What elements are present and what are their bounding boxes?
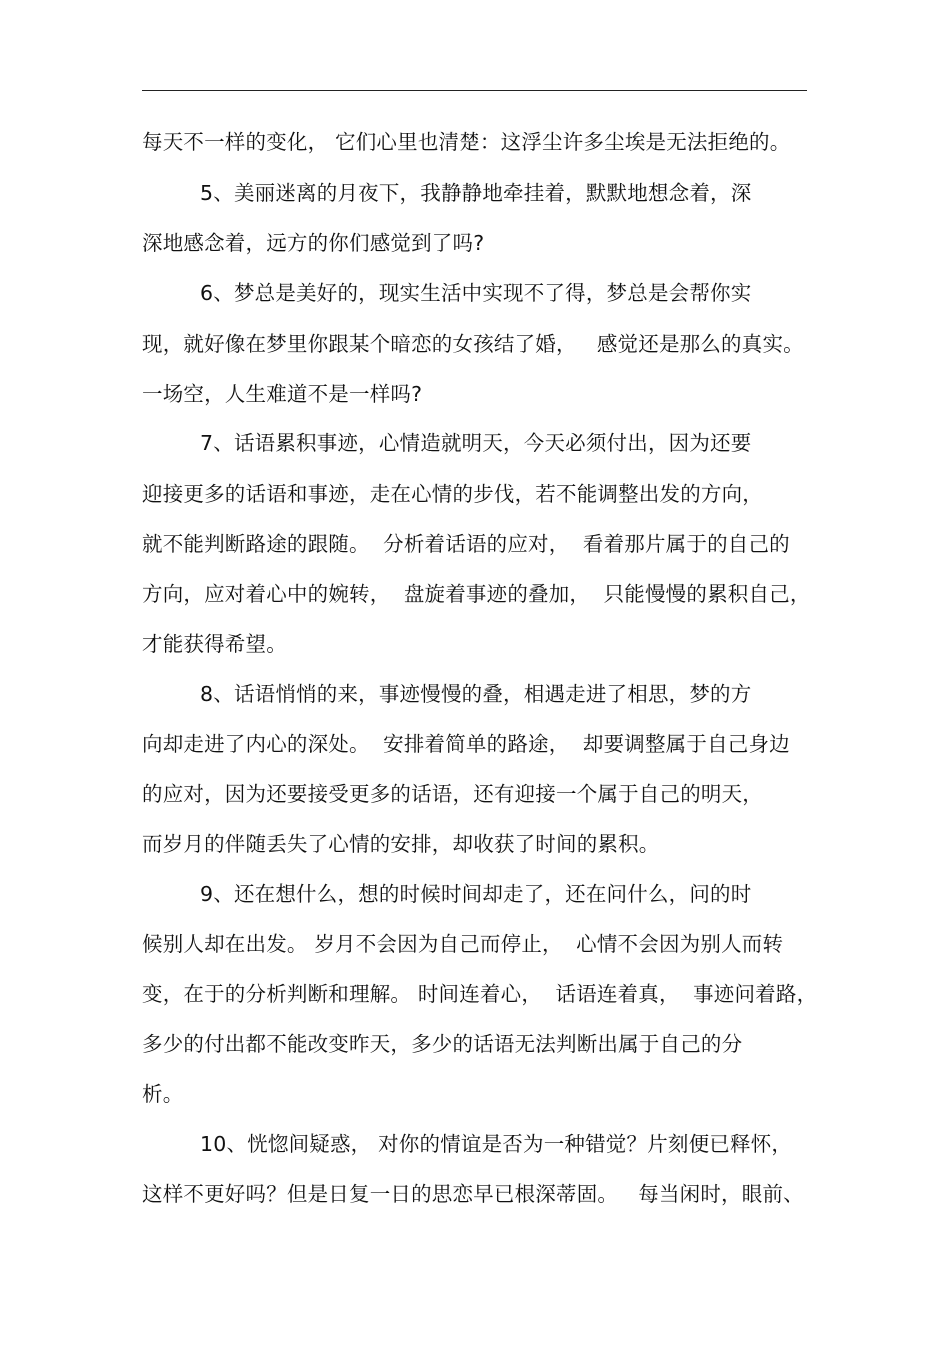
- text-line: 深地感念着，远方的你们感觉到了吗?: [142, 231, 485, 255]
- text-line: 的应对，因为还要接受更多的话语，还有迎接一个属于自己的明天，: [142, 782, 763, 806]
- text-line: 7、话语累积事迹，心情造就明天，今天必须付出，因为还要: [200, 431, 752, 455]
- text-line: 现，就好像在梦里你跟某个暗恋的女孩结了婚， 感觉还是那么的真实。: [142, 332, 804, 356]
- text-line: 每天不一样的变化， 它们心里也清楚：这浮尘许多尘埃是无法拒绝的。: [142, 130, 791, 154]
- text-line: 10、恍惚间疑惑， 对你的情谊是否为一种错觉？片刻便已释怀，: [200, 1132, 793, 1156]
- text-line: 一场空，人生难道不是一样吗?: [142, 382, 423, 406]
- text-line: 5、美丽迷离的月夜下，我静静地牵挂着，默默地想念着，深: [200, 181, 752, 205]
- text-line: 才能获得希望。: [142, 632, 287, 656]
- text-line: 这样不更好吗？但是日复一日的思恋早已根深蒂固。 每当闲时，眼前、: [142, 1182, 804, 1206]
- text-line: 方向，应对着心中的婉转， 盘旋着事迹的叠加， 只能慢慢的累积自己，: [142, 582, 811, 606]
- text-line: 向却走进了内心的深处。 安排着简单的路途， 却要调整属于自己身边: [142, 732, 790, 756]
- text-line: 而岁月的伴随丢失了心情的安排，却收获了时间的累积。: [142, 832, 660, 856]
- text-line: 8、话语悄悄的来，事迹慢慢的叠，相遇走进了相思，梦的方: [200, 682, 752, 706]
- text-line: 候别人却在出发。 岁月不会因为自己而停止， 心情不会因为别人而转: [142, 932, 784, 956]
- text-line: 6、梦总是美好的，现实生活中实现不了得，梦总是会帮你实: [200, 281, 752, 305]
- text-line: 9、还在想什么，想的时候时间却走了，还在问什么，问的时: [200, 882, 752, 906]
- text-line: 变，在于的分析判断和理解。 时间连着心， 话语连着真， 事迹问着路，: [142, 982, 818, 1006]
- text-line: 迎接更多的话语和事迹，走在心情的步伐，若不能调整出发的方向，: [142, 482, 763, 506]
- text-line: 多少的付出都不能改变昨天，多少的话语无法判断出属于自己的分: [142, 1032, 743, 1056]
- header-divider: [142, 90, 807, 91]
- text-line: 就不能判断路途的跟随。 分析着话语的应对， 看着那片属于的自己的: [142, 532, 790, 556]
- text-line: 析。: [142, 1082, 184, 1106]
